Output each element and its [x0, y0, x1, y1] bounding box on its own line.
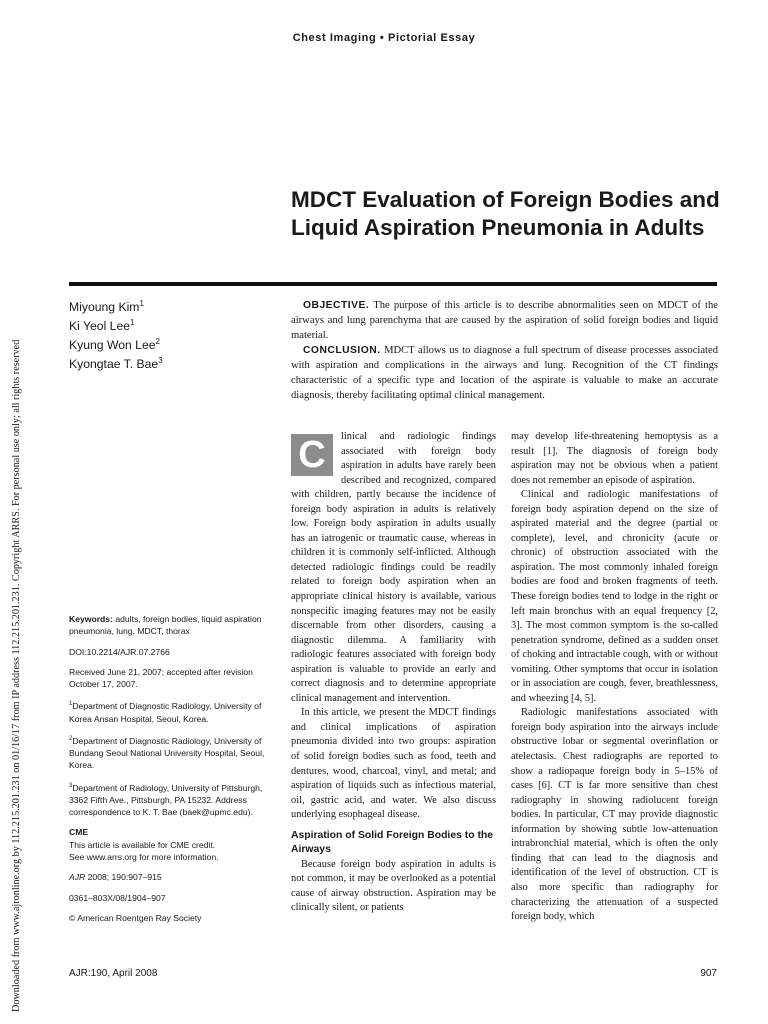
- copyright: © American Roentgen Ray Society: [69, 912, 202, 923]
- section-heading: Aspiration of Solid Foreign Bodies to the Airways: [291, 829, 494, 856]
- article-title: MDCT Evaluation of Foreign Bodies and Liquid Aspiration Pneumonia in Adults: [291, 187, 720, 240]
- cme-info: CME This article is available for CME credit. See www.arrs.org for more information.: [69, 827, 219, 863]
- page-number: 907: [700, 968, 717, 979]
- body-paragraph: Radiologic manifestations associated with foreign body aspiration into the airways include obstructive lobar or segmental overinflation or atelectasis. Chest radiographs are reported to show a radiopaque foreign body in 5–15% of cases [6]. CT is far more sensitive than chest radiography in showing radiolucent foreign bodies. In particular, CT may provide diagnostic information by showing subtle low-attenuation intrabronchial material, which is often the only finding that can lead to the diagnosis and identification of the level of obstruction. CT is also more specific than radiography for characterizing the attenuation of a suspected foreign body, which: [511, 707, 718, 923]
- author: Kyongtae T. Bae$^3$: [69, 356, 163, 372]
- body-paragraph: Clinical and radiologic manifestations of foreign body aspiration depend on the size of aspirated material and the degree (partial or complete), level, and chronicity (acute or chronic) of obstruction associated with the aspiration. The most commonly inhaled foreign bodies are food and broken fragments of teeth. These foreign bodies tend to lodge in the right or left main bronchus with an equal frequency [2, 3]. The most common symptom is the so-called penetration syndrome, defined as a sudden onset of choking and intractable cough, with or without vomiting. Other symptoms that occur in isolation or in association are cough, fever, breathlessness, and wheezing [4, 5].: [511, 489, 718, 704]
- download-notice: Downloaded from www.ajronline.org by 112.215.201.231 on 01/16/17 from IP address 112.215.201.231. Copyright ARRS. For personal use only; all rights reserved: [11, 339, 22, 1012]
- body-column-1: [291, 430, 496, 916]
- title-rule: [69, 282, 717, 286]
- citation: AJR 2008; 190:907–915: [69, 872, 162, 883]
- body-paragraph: In this article, we present the MDCT findings and clinical implications of aspiration pneumonia divided into two groups: aspiration of solid foreign bodies such as food, teeth and dentures, wood, charcoal, vinyl, and metal; and aspiration of liquids such as infectious material, oil, gastric acid, and water. We also discuss underlying esophageal disease.: [291, 707, 496, 821]
- doi: DOI:10.2214/AJR.07.2766: [69, 646, 170, 657]
- affiliation-1: $^1$Department of Diagnostic Radiology, University of Korea Ansan Hospital, Seoul, Korea.: [69, 701, 262, 724]
- body-column-2: [511, 430, 718, 925]
- author: Miyoung Kim$^1$: [69, 299, 144, 315]
- abstract-conclusion: CONCLUSION. MDCT allows us to diagnose a full spectrum of disease processes associated with aspiration and complications in the airways and lung. Recognition of the CT findings characteristic of a specific type and location of the aspirate is valuable to make an accurate diagnosis, thereby facilitating optimal clinical management.: [291, 345, 718, 401]
- drop-cap: C: [291, 434, 333, 476]
- affiliation-3: $^3$Department of Radiology, University of Pittsburgh, 3362 Fifth Ave., Pittsburgh, PA 15232. Address correspondence to K. T. Bae (baek@upmc.edu).: [69, 782, 263, 818]
- abstract: [291, 298, 718, 403]
- author: Kyung Won Lee$^2$: [69, 337, 160, 353]
- article-info-sidebar: [69, 613, 279, 932]
- abstract-objective: OBJECTIVE. The purpose of this article is to describe abnormalities seen on MDCT of the airways and lung parenchyma that are caused by the aspiration of solid foreign bodies and liquid material.: [291, 300, 718, 341]
- author: Ki Yeol Lee$^1$: [69, 318, 135, 334]
- body-paragraph: Because foreign body aspiration in adults is not common, it may be overlooked as a potential cause of airway obstruction. Aspiration may be clinically silent, or patients: [291, 858, 496, 914]
- received-dates: Received June 21, 2007; accepted after revision October 17, 2007.: [69, 666, 253, 690]
- footer-journal-issue: AJR:190, April 2008: [69, 968, 158, 979]
- keywords: Keywords: adults, foreign bodies, liquid aspiration pneumonia, lung, MDCT, thorax: [69, 614, 262, 637]
- issn: 0361–803X/08/1904–907: [69, 892, 166, 903]
- author-list: [69, 296, 163, 372]
- affiliation-2: $^2$Department of Diagnostic Radiology, University of Bundang Seoul National University Hospital, Seoul, Korea.: [69, 735, 265, 771]
- section-header: Chest Imaging • Pictorial Essay: [292, 32, 476, 44]
- body-paragraph: may develop life-threatening hemoptysis as a result [1]. The diagnosis of foreign body aspiration may not be obvious when a patient does not remember an episode of aspiration.: [511, 431, 718, 486]
- body-paragraph: C linical and radiologic findings associated with foreign body aspiration in adults have rarely been described and recognized, compared with children, partly because the incidence of foreign body aspiration in adults is relatively low. Foreign body aspiration in adults usually has an iatrogenic or traumatic cause, whereas in children it is commonly self-inflicted. Although detected radiologic findings could be readily related to foreign body aspiration when an appropriate clinical history is available, various nonspecific imaging features may not be easily discernable from other disorders, causing a diagnostic dilemma. A familiarity with radiologic features associated with foreign body aspiration is valuable to provide an early and correct diagnosis and to determine appropriate clinical management and intervention.: [291, 431, 496, 704]
